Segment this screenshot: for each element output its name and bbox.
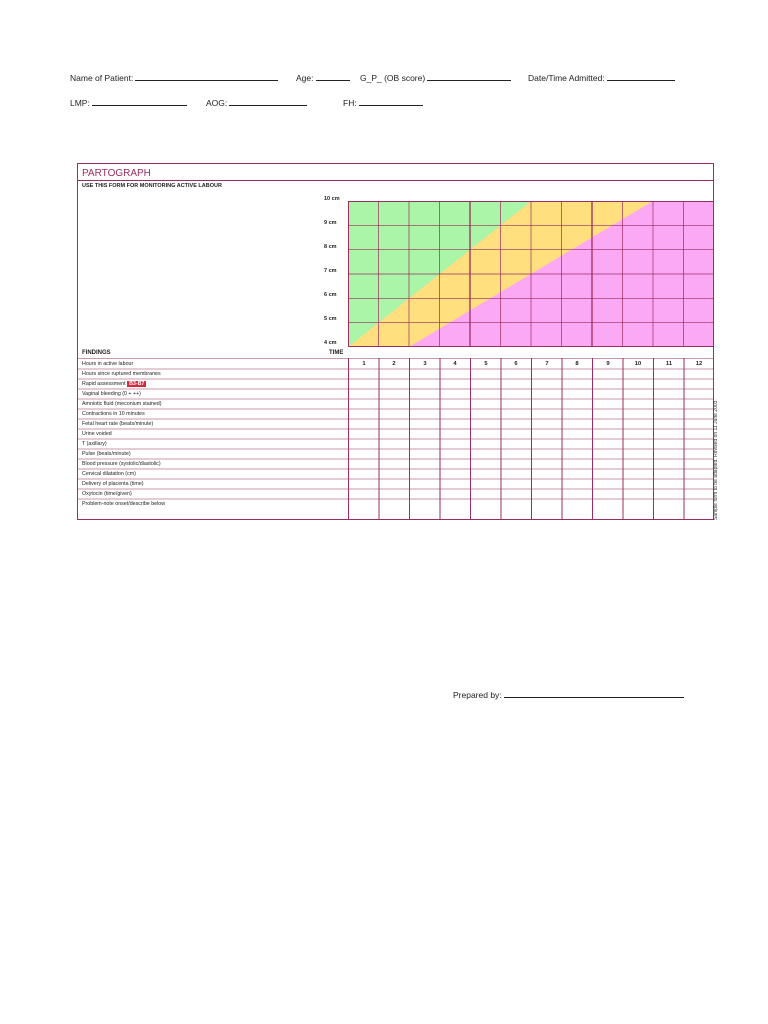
hour-label-9: 9 [606,361,610,367]
fh-label: FH: [343,98,357,108]
side-note: Sample form to be adapted. Revised on 11 June 2003. [713,399,719,520]
date-admitted-label: Date/Time Admitted: [528,73,605,83]
aog-field [206,97,307,108]
row-label-hours-active-labour: Hours in active labour [82,361,134,367]
hour-label-2: 2 [392,361,396,367]
date-admitted-field [528,72,675,83]
date-admitted-blank[interactable] [607,72,675,81]
hour-label-12: 12 [695,361,703,367]
gp-field [360,72,511,83]
dilation-label-8: 8 cm [324,244,337,250]
dilation-label-6: 6 cm [324,292,337,298]
patient-name-label: Name of Patient: [70,73,134,83]
hour-label-3: 3 [423,361,427,367]
hour-label-1: 1 [362,361,366,367]
hour-label-6: 6 [514,361,518,367]
aog-blank[interactable] [229,97,307,106]
lmp-label: LMP: [70,98,90,108]
partograph-subtitle: USE THIS FORM FOR MONITORING ACTIVE LABOUR [82,183,222,189]
dilation-label-7: 7 cm [324,268,337,274]
patient-name-blank[interactable] [135,72,278,81]
hour-label-8: 8 [575,361,579,367]
row-label-temperature: T (axillary) [82,441,107,447]
age-blank[interactable] [316,72,350,81]
prepared-by-label: Prepared by: [453,690,502,700]
age-label: Age: [296,73,314,83]
row-label-amniotic-fluid: Amniotic fluid (meconium stained) [82,401,162,407]
fh-field [343,97,423,108]
row-label-oxytocin: Oxytocin (time/given) [82,491,132,497]
partograph-title: PARTOGRAPH [82,168,151,179]
title-divider [78,180,713,181]
rapid-assessment-badge: B3-B7 [129,381,145,387]
gp-label: G_P_ (OB score) [360,73,426,83]
lmp-field [70,97,187,108]
hour-label-10: 10 [634,361,642,367]
dilation-label-10: 10 cm [324,196,340,202]
row-label-fetal-heart-rate: Fetal heart rate (beats/minute) [82,421,154,427]
dilation-label-4: 4 cm [324,340,337,346]
hour-label-11: 11 [665,361,673,367]
row-label-blood-pressure: Blood pressure (systolic/diastolic) [82,461,161,467]
hour-label-7: 7 [545,361,549,367]
dilation-grid[interactable] [348,201,714,347]
aog-label: AOG: [206,98,228,108]
prepared-by-blank[interactable] [504,689,684,698]
findings-table[interactable] [78,358,715,520]
findings-header: FINDINGS [82,350,111,356]
fh-blank[interactable] [359,97,423,106]
row-label-urine-voided: Urine voided [82,431,112,437]
row-label-pulse: Pulse (beats/minute) [82,451,131,457]
row-label-contractions: Contractions in 10 minutes [82,411,145,417]
rapid-assessment-text: Rapid assessment [82,381,126,387]
lmp-blank[interactable] [92,97,187,106]
patient-name-field [70,72,278,83]
row-label-rapid-assessment [82,381,146,387]
time-header: TIME [329,350,344,356]
partograph-form [77,163,714,520]
row-label-hours-ruptured-membranes: Hours since ruptured membranes [82,371,161,377]
hour-label-5: 5 [484,361,488,367]
row-label-vaginal-bleeding: Vaginal bleeding (0 + ++) [82,391,141,397]
table-row-lines [78,359,714,500]
age-field [296,72,350,83]
gp-blank[interactable] [427,72,511,81]
row-label-problem-note: Problem-note onset/describe below [82,501,166,507]
prepared-by-field [453,689,684,700]
dilation-label-9: 9 cm [324,220,337,226]
row-label-delivery-placenta: Delivery of placenta (time) [82,481,144,487]
row-label-cervical-dilatation: Cervical dilatation (cm) [82,471,136,477]
hour-label-4: 4 [453,361,457,367]
dilation-label-5: 5 cm [324,316,337,322]
